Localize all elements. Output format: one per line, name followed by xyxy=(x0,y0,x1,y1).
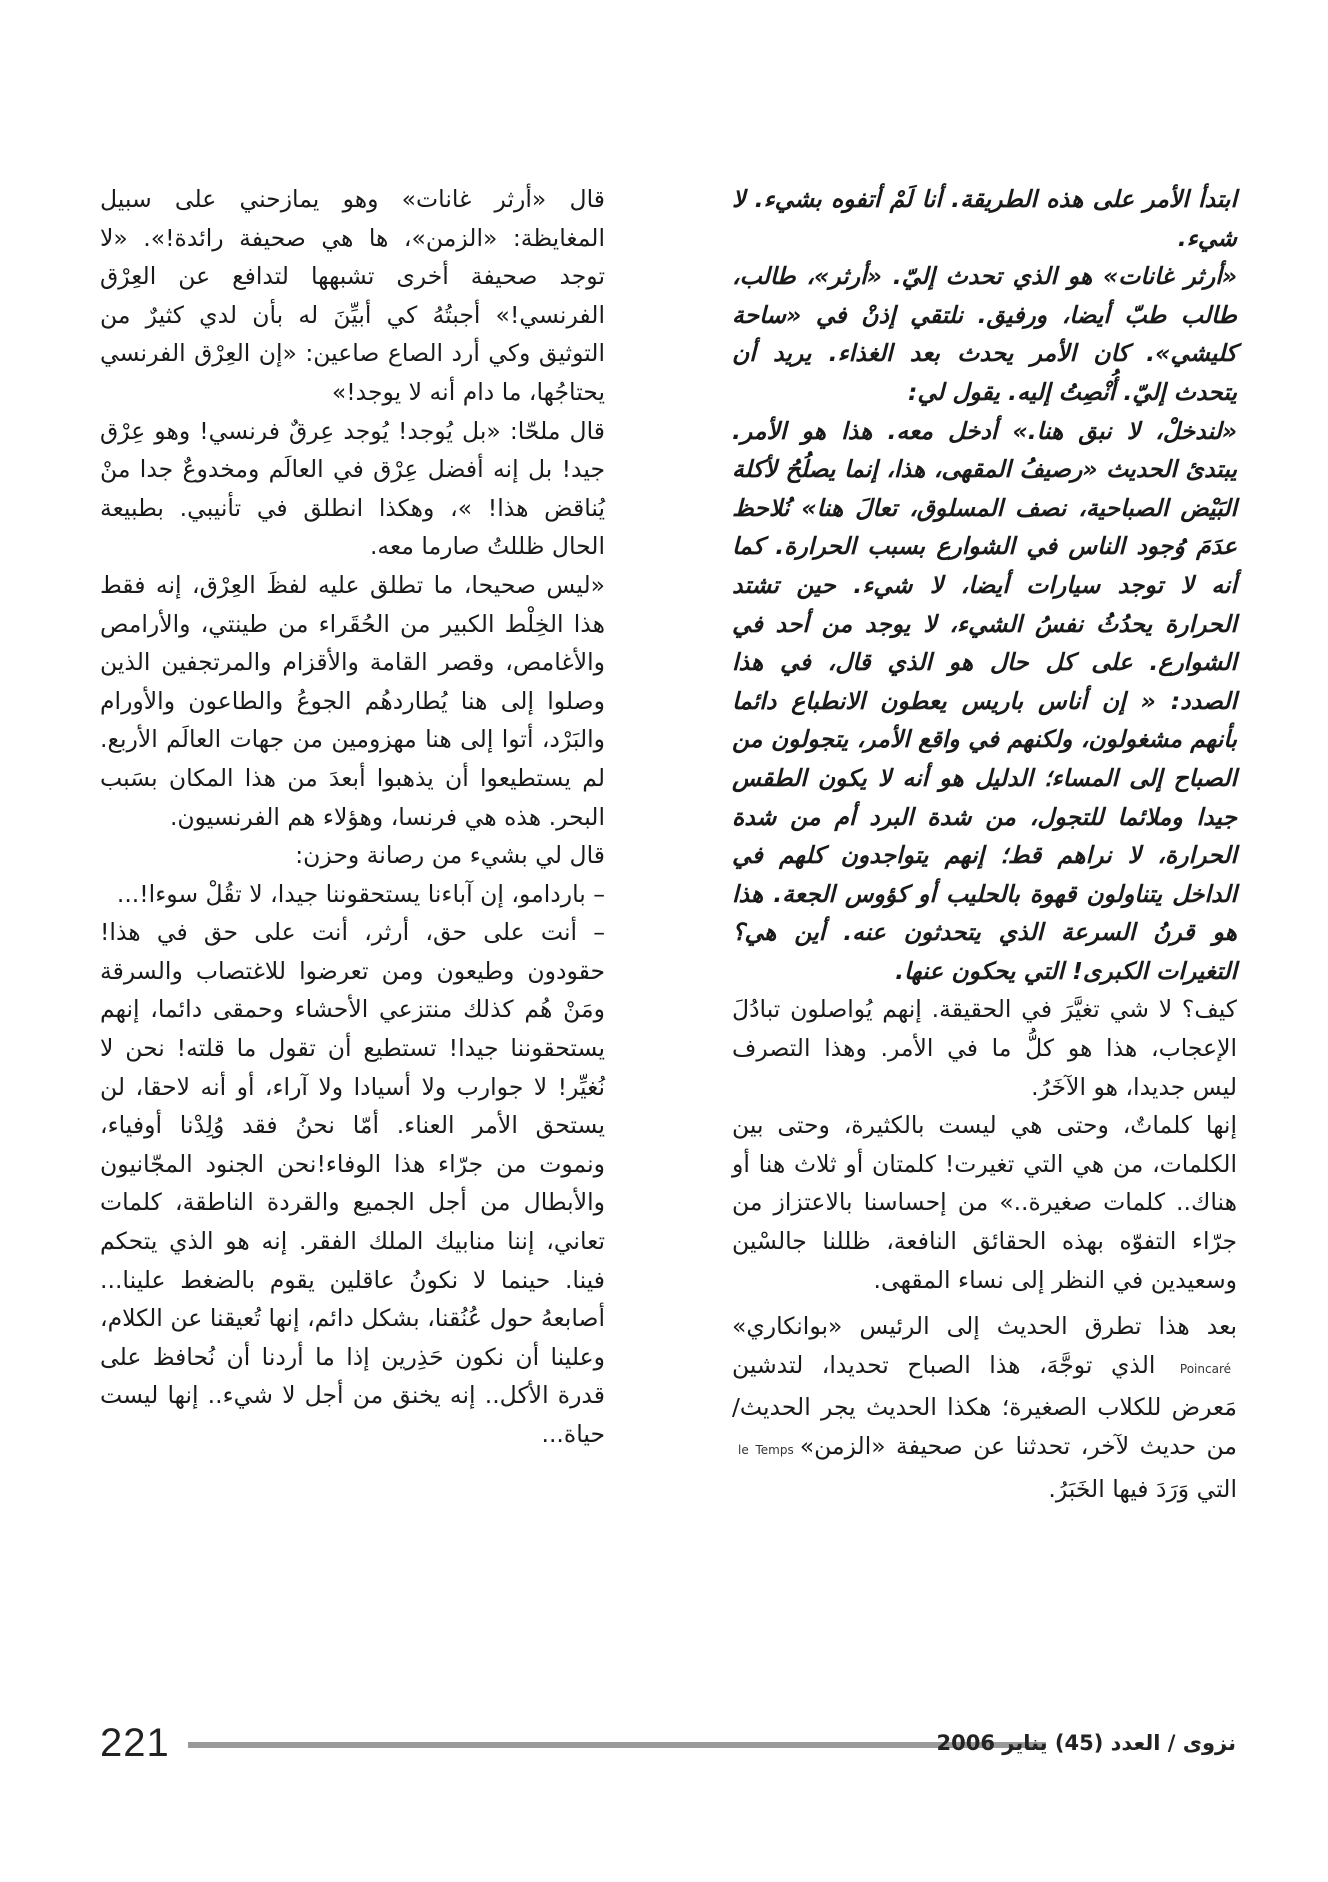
text-segment: التي وَرَدَ فيها الخَبَرُ. xyxy=(1048,1474,1237,1503)
page-footer xyxy=(100,1720,1236,1766)
text-segment: الذي توجَّهَ، هذا الصباح تحديدا، لتدشين مَعرض للكلاب الصغيرة؛ هكذا الحديث يجر الحديث/من حديث لآخر، تحدثنا عن صحيفة «الزمن» xyxy=(732,1350,1238,1460)
text-segment: بعد هذا تطرق الحديث إلى الرئيس «بوانكاري» xyxy=(732,1312,1237,1341)
paragraph: قال لي بشيء من رصانة وحزن: xyxy=(295,841,605,870)
paragraph: كيف؟ لا شي تغيَّرَ في الحقيقة. إنهم يُواصلون تبادُلَ الإعجاب، هذا هو كلُّ ما في الأمر. وهذا التصرف ليس جديدا، هو الآخَرُ. xyxy=(732,995,1237,1101)
paragraph: قال ملحّا: «بل يُوجد! يُوجد عِرقٌ فرنسي! وهو عِرْق جيد! بل إنه أفضل عِرْق في العالَم ومخدوعٌ جدا منْ يُناقض هذا! »، وهكذا انطلق في تأنيبي. بطبيعة الحال ظللتُ صارما معه. xyxy=(100,416,605,561)
paragraph: – باردامو، إن آباءنا يستحقوننا جيدا، لا تقُلْ سوءا!... xyxy=(116,879,605,908)
page-number: 221 xyxy=(100,1721,170,1765)
magazine-issue-label: نزوى / العدد (45) يناير 2006 xyxy=(936,1731,1236,1755)
paragraph: «أرثر غانات» هو الذي تحدث إليّ. «أرثر»، طالب، طالب طبّ أيضا، ورفيق. نلتقي إذنْ في «ساحة كليشي». كان الأمر يحدث بعد الغذاء. يريد أن يتحدث إليّ. أُنْصِتُ إليه. يقول لي: xyxy=(732,262,1237,406)
paragraph: «ليس صحيحا، ما تطلق عليه لفظَ العِرْق، إنه فقط هذا الخِلْط الكبير من الحُقَراء من طينتي، والأرامص والأغامص، وقصر القامة والأقزام والمرتجفين الذين وصلوا إلى هنا يُطاردهُم الجوعُ والطاعون والأورام والبَرْد، أتوا إلى هنا مهزومين من جهات العالَم الأربع. لم يستطيعوا أن يذهبوا أبعدَ من هذا المكان بسَبب البحر. هذه هي فرنسا، وهؤلاء هم الفرنسيون. xyxy=(100,570,605,831)
latin-term: le Temps xyxy=(738,1443,794,1457)
paragraph-poincare xyxy=(732,1307,1237,1508)
paragraph: «لندخلْ، لا نبق هنا.» أدخل معه. هذا هو الأمر. يبتدئ الحديث «رصيفُ المقهى، هذا، إنما يصلُحُ لأكلة البَيْض الصباحية، نصف المسلوق، تعالَ هنا» نُلاحظ عدَمَ وُجود الناس في الشوارع بسبب الحرارة. كما أنه لا توجد سيارات أيضا، لا شيء. حين تشتد الحرارة يحدُثُ نفسُ الشيء، لا يوجد من أحد في الشوارع. على كل حال هو الذي قال، في هذا الصدد: « إن أناس باريس يعطون الانطباع دائما بأنهم مشغولون، ولكنهم في واقع الأمر، يتجولون من الصباح إلى المساء؛ الدليل هو أنه لا يكون الطقس جيدا وملائما للتجول، من شدة البرد أم من شدة الحرارة، لا نراهم قط؛ إنهم يتواجدون كلهم في الداخل يتناولون قهوة بالحليب أو كؤوس الجعة. هذا هو قرنُ السرعة الذي يتحدثون عنه. أين هي؟ التغيرات الكبرى! التي يحكون عنها. xyxy=(732,416,1237,985)
right-column xyxy=(732,180,1237,1508)
paragraph: ابتدأ الأمر على هذه الطريقة. أنا لَمْ أتفوه بشيء. لا شيء. xyxy=(732,185,1237,252)
left-column xyxy=(100,180,605,1454)
paragraph: – أنت على حق، أرثر، أنت على حق في هذا! حقودون وطيعون ومن تعرضوا للاغتصاب والسرقة ومَنْ هُم كذلك منتزعي الأحشاء وحمقى دائما، إنهم يستحقوننا جيدا! تستطيع أن تقول ما قلته! نحن لا نُغيِّر! لا جوارب ولا أسيادا ولا آراء، أو أنه لاحقا، لن يستحق الأمر العناء. أمّا نحنُ فقد وُلِدْنا أوفياء، ونموت من جرّاء هذا الوفاء!نحن الجنود المجّانيون والأبطال من أجل الجميع والقردة الناطقة، كلمات تعاني، إننا منابيك الملك الفقر. إنه هو الذي يتحكم فينا. حينما لا نكونُ عاقلين يقوم بالضغط علينا... أصابعهُ حول عُنُقنا، بشكل دائم، إنها تُعيقنا عن الكلام، وعلينا أن نكون حَذِرين إذا ما أردنا أن نُحافظ على قدرة الأكل.. إنه يخنق من أجل لا شيء.. إنها ليست حياة... xyxy=(100,918,605,1448)
paragraph: إنها كلماتٌ، وحتى هي ليست بالكثيرة، وحتى بين الكلمات، من هي التي تغيرت! كلمتان أو ثلاث هنا أو هناك.. كلمات صغيرة..» من إحساسنا بالاعتزاز من جرّاء التفوّه بهذه الحقائق النافعة، ظللنا جالسْين وسعيدين في النظر إلى نساء المقهى. xyxy=(732,1111,1237,1294)
footer-divider xyxy=(188,1742,1046,1748)
latin-term: Poincaré xyxy=(1179,1361,1231,1376)
paragraph: قال «أرثر غانات» وهو يمازحني على سبيل المغايظة: «الزمن»، ها هي صحيفة رائدة!». «لا توجد صحيفة أخرى تشبهها لتدافع عن العِرْق الفرنسي!» أجبتُهُ كي أبيِّنَ له بأن لدي كثيرٌ من التوثيق وكي أرد الصاع صاعين: «إن العِرْق الفرنسي يحتاجُها، ما دام أنه لا يوجد!» xyxy=(100,185,605,406)
